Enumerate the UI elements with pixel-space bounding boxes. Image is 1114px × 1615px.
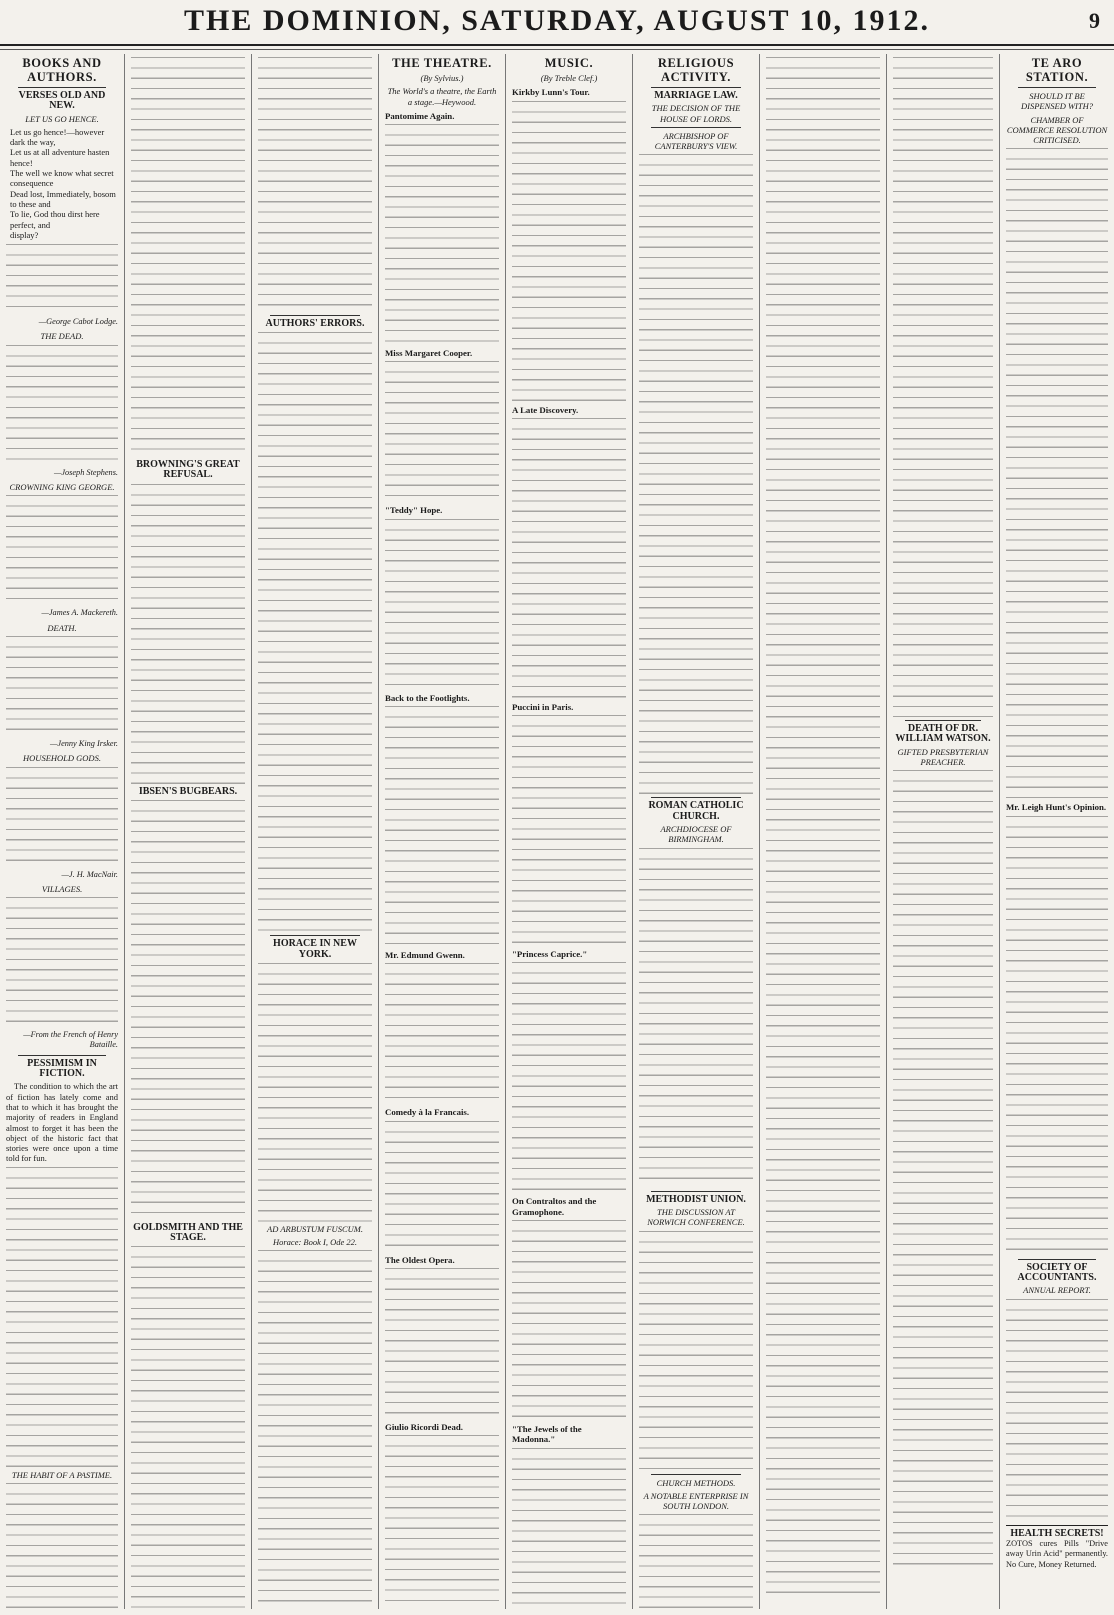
theatre-byline: (By Sylvius.) [420,73,464,83]
text-block [6,897,118,1029]
poem-line: display? [10,229,39,240]
divider [651,797,741,798]
ibsen-heading: IBSEN'S BUGBEARS. [138,785,238,797]
music-section-heading: Puccini in Paris. [512,701,574,712]
birmingham-heading: ARCHDIOCESE OF BIRMINGHAM. [660,824,732,845]
text-block [6,1483,118,1609]
poem-body [6,127,118,240]
church-methods-heading: CHURCH METHODS. [656,1477,736,1488]
divider [651,1191,741,1192]
text-block [385,519,499,689]
poem-title: THE DEAD. [40,331,84,342]
newspaper-title: THE DOMINION, SATURDAY, AUGUST 10, 1912. [184,4,930,37]
text-block [6,345,118,467]
text-block [385,124,499,344]
poem-line: To lie, God thou dirst here perfect, and [10,209,100,230]
masthead [0,0,1114,46]
column-watson [887,54,1000,1609]
poem-title: VILLAGES. [41,883,83,894]
theatre-heading: THE THEATRE. [392,56,492,70]
advert-heading: HEALTH SECRETS! [1010,1527,1104,1539]
column-religious-cont [760,54,887,1609]
pessimism-heading: PESSIMISM IN FICTION. [27,1057,97,1080]
books-heading: BOOKS AND AUTHORS. [22,56,102,84]
music-section-heading: A Late Discovery. [512,404,579,415]
music-section-heading: "The Jewels of the Madonna." [512,1424,582,1445]
poem-line: Dead lost, Immediately, bosom to these and [10,188,116,209]
marriage-subheading: THE DECISION OF THE HOUSE OF LORDS. [651,103,741,124]
theatre-section-heading: Pantomime Again. [385,110,455,121]
column-religious [633,54,760,1609]
divider [270,315,360,316]
divider [270,935,360,936]
text-block [512,1448,626,1609]
te-aro-subheading-2: CHAMBER OF COMMERCE RESOLUTION CRITICISED. [1006,114,1108,146]
text-block [258,1250,372,1609]
te-aro-heading: TE ARO STATION. [1025,56,1089,84]
music-section-heading: Kirkby Lunn's Tour. [512,87,590,98]
text-block [512,1220,626,1420]
poem-title: CROWNING KING GEORGE. [9,482,115,493]
divider [651,127,741,128]
text-block [639,848,753,1188]
article-lead: The condition to which the art of fiction has lately come and that to which it has brought the majority of readers in England almost to forget it has been the object of the historic fact that stories were once upon a time told for fun. [6,1081,118,1164]
methodist-heading: METHODIST UNION. [646,1193,746,1205]
music-section-heading: On Contraltos and the Gramophone. [512,1196,597,1217]
text-block [385,1435,499,1609]
text-block [512,715,626,945]
text-block [1006,1299,1108,1519]
poem-line: The well we know what secret consequence [10,168,114,189]
text-block [1006,816,1108,1256]
theatre-section-heading: Miss Margaret Cooper. [385,348,473,359]
column-theatre [379,54,506,1609]
divider [1018,1259,1096,1260]
text-block [639,1231,753,1471]
verses-heading: VERSES OLD AND NEW. [18,90,106,112]
health-advert [1006,1525,1108,1570]
poem-attribution: —George Cabot Lodge. [38,317,118,327]
text-block [6,244,118,316]
column-te-aro [1000,54,1114,1609]
habit-heading: THE HABIT OF A PASTIME. [11,1469,113,1480]
te-aro-subheading: SHOULD IT BE DISPENSED WITH? [1020,91,1093,112]
horace-subheading: AD ARBUSTUM FUSCUM. [267,1223,363,1234]
poem-line: Let us at all adventure hasten hence! [10,147,110,168]
text-block [512,418,626,698]
theatre-section-heading: Mr. Edmund Gwenn. [385,950,465,961]
poem-title: DEATH. [47,622,77,633]
horace-heading: HORACE IN NEW YORK. [273,938,357,960]
church-methods-subheading: A NOTABLE ENTERPRISE IN SOUTH LONDON. [643,1490,749,1512]
text-block [6,767,118,869]
accountants-heading: SOCIETY OF ACCOUNTANTS. [1017,1261,1097,1284]
poem-line: Let us go hence!—however dark the way, [10,126,105,148]
religious-heading: RELIGIOUS ACTIVITY. [657,56,735,84]
watson-heading: DEATH OF DR. WILLIAM WATSON. [895,723,991,745]
poem-attribution: —Jenny King Irsker. [50,738,118,748]
column-literary [125,54,252,1609]
text-block [385,963,499,1103]
authors-errors-heading: AUTHORS' ERRORS. [265,318,365,329]
poem-attribution: —From the French of Henry Bataille. [23,1030,118,1050]
music-heading: MUSIC. [544,56,594,70]
column-authors [252,54,379,1609]
text-block [258,332,372,932]
text-block [131,1246,245,1609]
theatre-section-heading: Back to the Footlights. [385,692,470,703]
text-block [258,57,372,312]
theatre-quote: The World's a theatre, the Earth a stage.—Heywood. [387,86,497,107]
theatre-section-heading: "Teddy" Hope. [385,505,443,516]
music-section-heading: "Princess Caprice." [512,949,588,960]
text-block [893,57,993,717]
text-block [258,963,372,1223]
text-block [385,1121,499,1251]
text-block [6,495,118,607]
theatre-section-heading: Comedy à la Francais. [385,1107,470,1118]
theatre-section-heading: Giulio Ricordi Dead. [385,1421,463,1432]
text-block [385,1268,499,1418]
columns [0,54,1114,1609]
text-block [6,636,118,738]
accountants-subheading: ANNUAL REPORT. [1023,1285,1091,1296]
text-block [385,361,499,501]
watson-subheading: GIFTED PRESBYTERIAN PREACHER. [897,746,989,767]
divider [651,87,741,88]
text-block [512,101,626,401]
text-block [1006,148,1108,798]
catholic-heading: ROMAN CATHOLIC CHURCH. [648,800,744,822]
text-block [131,484,245,784]
opinion-heading: Mr. Leigh Hunt's Opinion. [1006,802,1107,813]
advert-text: ZOTOS cures Pills "Drive away Urin Acid" permanently. No Cure, Money Returned. [1006,1538,1108,1569]
divider [905,720,981,721]
text-block [6,1167,118,1469]
theatre-section-heading: The Oldest Opera. [385,1254,455,1265]
poem-attribution: —J. H. MacNair. [61,869,118,879]
browning-heading: BROWNING'S GREAT REFUSAL. [136,459,240,481]
text-block [639,154,753,794]
divider [1018,87,1096,88]
text-block [131,57,245,457]
music-byline: (By Treble Clef.) [540,73,598,83]
methodist-subheading: THE DISCUSSION AT NORWICH CONFERENCE. [647,1206,745,1228]
column-books [0,54,125,1609]
text-block [131,800,245,1220]
page-number: 9 [1089,8,1100,33]
text-block [385,706,499,946]
masthead-rule [0,49,1114,50]
poem-attribution: —Joseph Stephens. [53,467,118,477]
text-block [512,962,626,1192]
divider [651,1474,741,1475]
text-block [766,57,880,1597]
divider [18,1055,106,1056]
column-music [506,54,633,1609]
article-body [6,1081,118,1163]
poem-title: LET US GO HENCE. [25,113,99,124]
text-block [893,770,993,1570]
poem-attribution: —James A. Mackereth. [41,608,118,618]
poem-title: HOUSEHOLD GODS. [23,753,101,764]
divider [18,87,106,88]
horace-citation: Horace: Book I, Ode 22. [272,1237,358,1248]
text-block [639,1514,753,1609]
marriage-heading: MARRIAGE LAW. [654,90,738,101]
goldsmith-heading: GOLDSMITH AND THE STAGE. [133,1221,243,1244]
archbishop-heading: ARCHBISHOP OF CANTERBURY'S VIEW. [654,130,738,152]
